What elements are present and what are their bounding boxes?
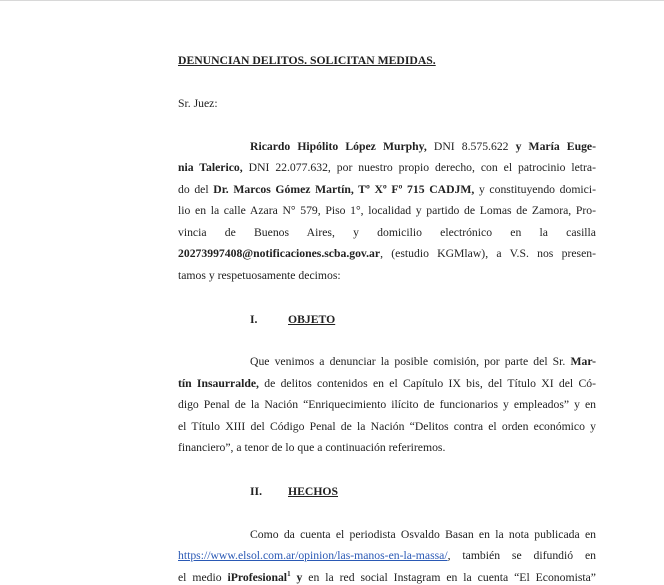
accused-name: Mar-: [570, 355, 596, 368]
intro-line-4: lio en la calle Azara N° 579, Piso 1°, localidad y partido de Lomas de Zamora, Pro-: [178, 204, 596, 217]
intro-text: DNI 8.575.622: [426, 140, 516, 153]
intro-text: do del: [178, 183, 214, 196]
article-link[interactable]: https://www.elsol.com.ar/opinion/las-manos-en-la-massa/: [178, 549, 448, 562]
hechos-text-bold: y: [290, 571, 303, 584]
section-heading-hechos: [250, 484, 664, 499]
objeto-line-2: [178, 376, 596, 391]
objeto-line-1: [250, 354, 596, 369]
hechos-line-1: Como da cuenta el periodista Osvaldo Basan en la nota publicada en: [250, 528, 596, 541]
intro-line-1: [250, 139, 596, 154]
salutation: Sr. Juez:: [178, 97, 218, 110]
objeto-text: de delitos contenidos en el Capítulo IX bis, del Título XI del Có-: [258, 377, 596, 390]
hechos-line-2: [178, 548, 596, 563]
intro-line-7: tamos y respetuosamente decimos:: [178, 269, 341, 282]
section-number: I.: [250, 313, 258, 326]
intro-line-5: vincia de Buenos Aires, y domicilio electrónico en la casilla: [178, 226, 596, 239]
hechos-text: , también se difundió en: [447, 549, 596, 562]
intro-text: , (estudio KGMlaw), a V.S. nos presen-: [380, 247, 596, 260]
intro-text: y constituyendo domici-: [474, 183, 596, 196]
intro-text: DNI 22.077.632, por nuestro propio derecho, con el patrocinio letra-: [242, 161, 596, 174]
complainant-name-2: y María Euge-: [515, 140, 597, 153]
intro-line-6: [178, 246, 596, 261]
complainant-name-1: Ricardo Hipólito López Murphy,: [250, 140, 427, 153]
media-name: iProfesional: [227, 571, 288, 584]
footnote-ref[interactable]: 1: [287, 570, 291, 578]
objeto-line-3: digo Penal de la Nación “Enriquecimiento ilícito de funcionarios y empleados” y en: [178, 398, 596, 411]
section-label: HECHOS: [288, 485, 339, 498]
section-heading-objeto: [250, 312, 664, 327]
hechos-text: el medio: [178, 571, 228, 584]
objeto-text: Que venimos a denunciar la posible comisión, por parte del Sr.: [250, 355, 571, 368]
section-label: OBJETO: [288, 313, 336, 326]
complainant-name-2-cont: nia Talerico,: [178, 161, 243, 174]
lawyer-name: Dr. Marcos Gómez Martín, Tº Xº Fº 715 CADJM,: [213, 183, 475, 196]
section-number: II.: [250, 485, 263, 498]
intro-line-3: [178, 182, 596, 197]
intro-line-2: [178, 160, 596, 175]
objeto-line-4: el Título XIII del Código Penal de la Nación “Delitos contra el orden económico y: [178, 420, 596, 433]
document-title: DENUNCIAN DELITOS. SOLICITAN MEDIDAS.: [178, 54, 436, 67]
hechos-text: en la red social Instagram en la cuenta “El Economista”: [302, 571, 596, 584]
electronic-address: 20273997408@notificaciones.scba.gov.ar: [178, 247, 381, 260]
objeto-line-5: financiero”, a tenor de lo que a continuación referiremos.: [178, 441, 446, 454]
hechos-line-3: [178, 570, 596, 585]
accused-name-cont: tín Insaurralde,: [178, 377, 259, 390]
